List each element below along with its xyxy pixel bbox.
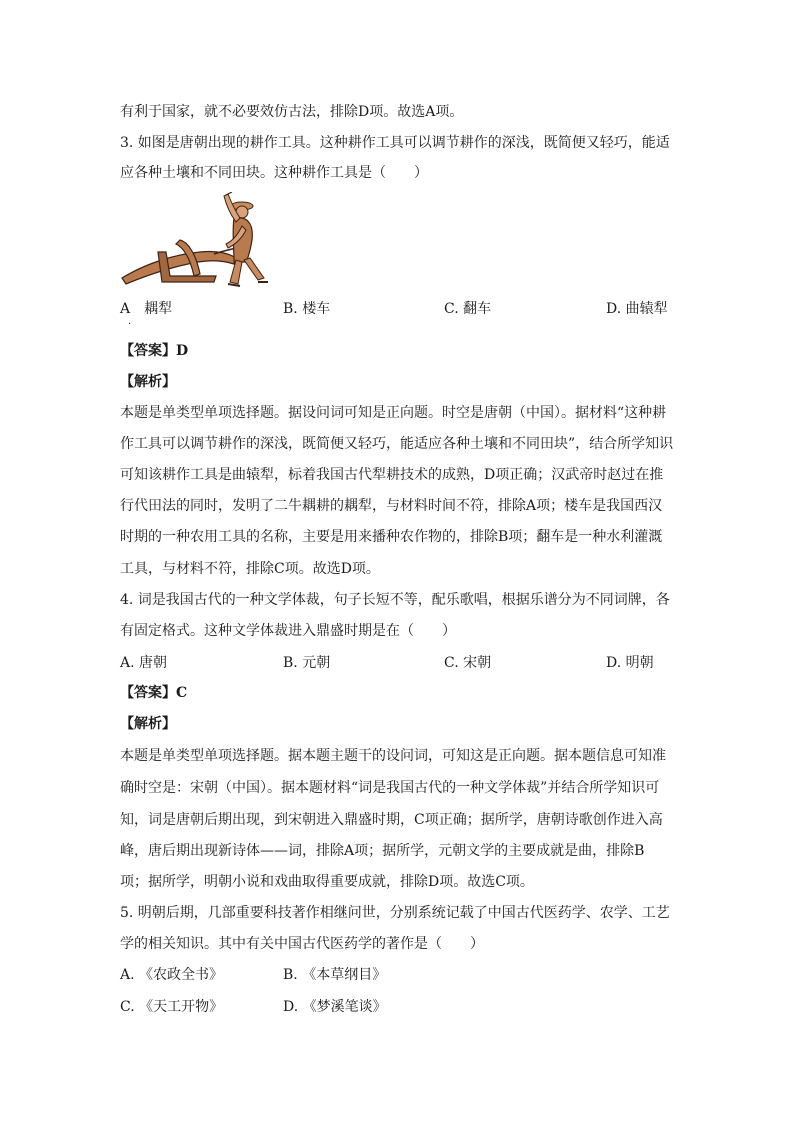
q4-answer: 【答案】C (120, 685, 188, 701)
q3-analysis-line-5: 时期的一种农用工具的名称，主要是用来播种农作物的，排除B项；翻车是一种水利灌溉 (120, 529, 663, 545)
q3-option-b: B. 楼车 (283, 301, 331, 317)
q4-analysis-line-1: 本题是单类型单项选择题。据本题主题干的设问词，可知这是正向题。据本题信息可知准 (120, 748, 666, 764)
q5-option-d: D. 《梦溪笔谈》 (283, 999, 387, 1015)
q4-option-a: A. 唐朝 (120, 655, 168, 671)
q4-analysis-label: 【解析】 (120, 716, 176, 732)
q3-option-a-dot: · (128, 319, 132, 330)
q4-option-b: B. 元朝 (283, 655, 331, 671)
q4-stem-line-2: 有固定格式。这种文学体裁进入鼎盛时期是在（ ） (120, 623, 456, 639)
q3-analysis-line-6: 工具，与材料不符，排除C项。故选D项。 (120, 561, 380, 577)
q3-option-a: A 耦犁 (120, 301, 173, 317)
q4-option-c: C. 宋朝 (444, 655, 492, 671)
q5-stem-line-1: 5. 明朝后期，几部重要科技著作相继问世，分别系统记载了中国古代医药学、农学、工艺 (120, 905, 670, 921)
q4-analysis-line-3: 知，词是唐朝后期出现，到宋朝进入鼎盛时期，C项正确；据所学，唐朝诗歌创作进入高 (120, 812, 663, 828)
q5-option-c: C. 《天工开物》 (120, 999, 224, 1015)
q4-analysis-line-4: 峰，唐后期出现新诗体——词，排除A项；据所学，元朝文学的主要成就是曲，排除B (120, 843, 645, 859)
q3-analysis-line-2: 作工具可以调节耕作的深浅，既简便又轻巧，能适应各种土壤和不同田块”，结合所学知识 (120, 436, 674, 452)
q5-stem-line-2: 学的相关知识。其中有关中国古代医药学的著作是（ ） (120, 936, 484, 952)
q3-stem-line-2: 应各种土壤和不同田块。这种耕作工具是（ ） (120, 165, 428, 181)
plough-illustration (118, 192, 283, 294)
q3-answer: 【答案】D (120, 343, 189, 359)
q3-analysis-line-4: 行代田法的同时，发明了二牛耦耕的耦犁，与材料时间不符，排除A项；楼车是我国西汉 (120, 498, 663, 514)
q3-option-c: C. 翻车 (444, 301, 492, 317)
q3-option-d: D. 曲辕犁 (606, 301, 668, 317)
q3-analysis-line-1: 本题是单类型单项选择题。据设问词可知是正向题。时空是唐朝（中国）。据材料“这种耕 (120, 405, 667, 421)
q3-stem-line-1: 3. 如图是唐朝出现的耕作工具。这种耕作工具可以调节耕作的深浅，既简便又轻巧，能适 (120, 135, 670, 151)
intro-line: 有利于国家，就不必要效仿古法，排除D项。故选A项。 (120, 104, 464, 120)
q3-analysis-line-3: 可知该耕作工具是曲辕犁，标着我国古代犁耕技术的成熟，D项正确；汉武帝时赵过在推 (120, 467, 664, 483)
farmer-whip (226, 192, 232, 195)
q5-option-a: A. 《农政全书》 (120, 967, 224, 983)
q5-option-b: B. 《本草纲目》 (283, 967, 387, 983)
q4-analysis-line-2: 确时空是：宋朝（中国）。据本题材料“词是我国古代的一种文学体裁”并结合所学知识可 (120, 780, 660, 796)
q4-stem-line-1: 4. 词是我国古代的一种文学体裁，句子长短不等，配乐歌唱，根据乐谱分为不同词牌，各 (120, 592, 670, 608)
q4-analysis-line-5: 项；据所学，明朝小说和戏曲取得重要成就，排除D项。故选C项。 (120, 874, 534, 890)
q3-analysis-label: 【解析】 (120, 374, 176, 390)
farmer-leg-right (244, 258, 264, 280)
q4-option-d: D. 明朝 (606, 655, 654, 671)
